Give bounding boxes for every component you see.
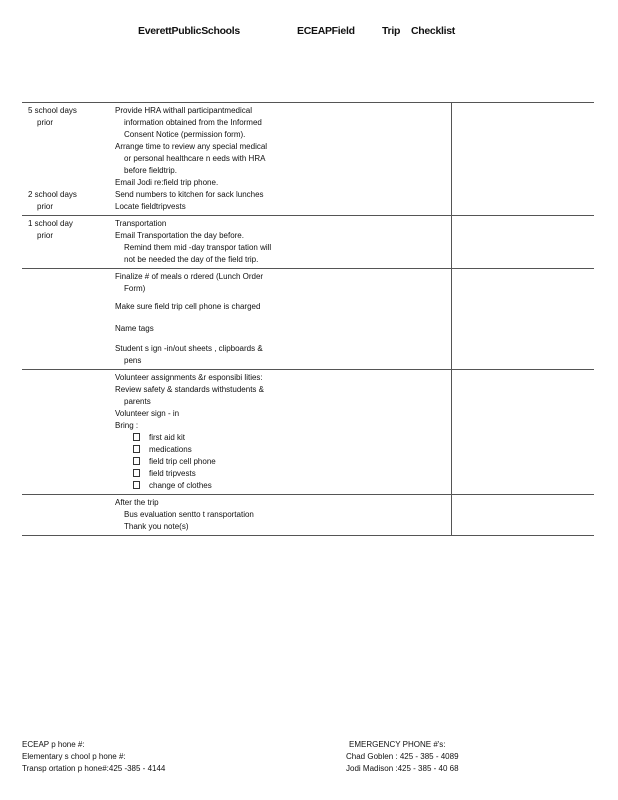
task-text: Thank you note(s) [124,522,189,531]
checkbox-icon [133,457,140,465]
timing-text [28,165,107,177]
bring-item-label: first aid kit [149,433,186,442]
task-text: Transportation [115,219,167,228]
notes-cell [452,370,594,495]
timing-text: prior [37,118,54,127]
checkbox-icon [133,433,140,441]
task-text: Student s ign -in/out sheets , clipboards & [115,344,263,353]
timing-text: 5 school days [28,106,77,115]
district-title: EverettPublicSchools [138,25,240,37]
timing-cell [22,495,111,536]
task-text: After the trip [115,498,159,507]
footer-contact-left [22,739,165,775]
timing-text [28,177,107,189]
task-text: Provide HRA withall participantmedical [115,106,252,115]
footer-left-line: ECEAP p hone #: [22,740,85,749]
bring-item-label: field trip cell phone [149,457,216,466]
checklist-row [22,370,594,495]
timing-text [28,129,107,141]
task-text: information obtained from the Informed [124,118,262,127]
timing-cell [22,103,111,216]
task-text: pens [124,356,142,365]
task-text: Make sure field trip cell phone is charged [115,302,261,311]
timing-text [28,141,107,153]
bring-item-label: field tripvests [149,469,196,478]
bring-list-item [115,432,447,444]
tasks-cell [111,216,452,269]
footer-left-line: Elementary s chool p hone #: [22,752,126,761]
task-text: Bring : [115,421,139,430]
timing-cell [22,269,111,370]
task-text: Locate fieldtripvests [115,202,186,211]
checklist-row [22,269,594,370]
task-text: Volunteer assignments &r esponsibi lities: [115,373,263,382]
task-text: Send numbers to kitchen for sack lunches [115,190,264,199]
task-text: Email Transportation the day before. [115,231,244,240]
tasks-cell [111,370,452,495]
timing-text [28,153,107,165]
timing-text: prior [37,231,54,240]
task-text: Bus evaluation sentto t ransportation [124,510,254,519]
checklist-row [22,495,594,536]
notes-cell [452,495,594,536]
checklist-row [22,103,594,216]
footer-emergency-phones [346,739,459,775]
tasks-cell [111,103,452,216]
bring-item-label: change of clothes [149,481,212,490]
timing-cell [22,216,111,269]
task-text: Arrange time to review any special medical [115,142,268,151]
task-text: or personal healthcare n eeds with HRA [124,154,266,163]
program-title: ECEAPField [297,25,355,37]
task-text: Consent Notice (permission form). [124,130,246,139]
task-text: Form) [124,284,146,293]
tasks-cell [111,269,452,370]
checkbox-icon [133,481,140,489]
timing-text: 2 school days [28,190,77,199]
timing-text: prior [37,202,54,211]
task-text: Finalize # of meals o rdered (Lunch Order [115,272,264,281]
notes-cell [452,103,594,216]
timing-cell [22,370,111,495]
tasks-cell [111,495,452,536]
notes-cell [452,269,594,370]
task-text: Name tags [115,324,154,333]
trip-title: Trip [382,25,401,37]
bring-list-item [115,480,447,492]
task-text: Remind them mid -day transpor tation will [124,243,272,252]
bring-list-item [115,468,447,480]
task-text: before fieldtrip. [124,166,177,175]
checkbox-icon [133,445,140,453]
checklist-table [22,102,594,536]
footer-left-line: Transp ortation p hone#:425 -385 - 4144 [22,764,166,773]
task-text: Volunteer sign - in [115,409,180,418]
task-text: Review safety & standards withstudents & [115,385,264,394]
emergency-contact: Chad Goblen : 425 - 385 - 4089 [346,752,459,761]
checklist-row [22,216,594,269]
notes-cell [452,216,594,269]
task-text: Email Jodi re:field trip phone. [115,178,219,187]
task-text: not be needed the day of the field trip. [124,255,259,264]
checklist-title: Checklist [411,25,455,37]
emergency-contact: Jodi Madison :425 - 385 - 40 68 [346,764,459,773]
bring-list-item [115,444,447,456]
emergency-heading: EMERGENCY PHONE #'s: [349,740,446,749]
bring-list-item [115,456,447,468]
timing-text: 1 school day [28,219,73,228]
checkbox-icon [133,469,140,477]
task-text: parents [124,397,151,406]
bring-item-label: medications [149,445,192,454]
